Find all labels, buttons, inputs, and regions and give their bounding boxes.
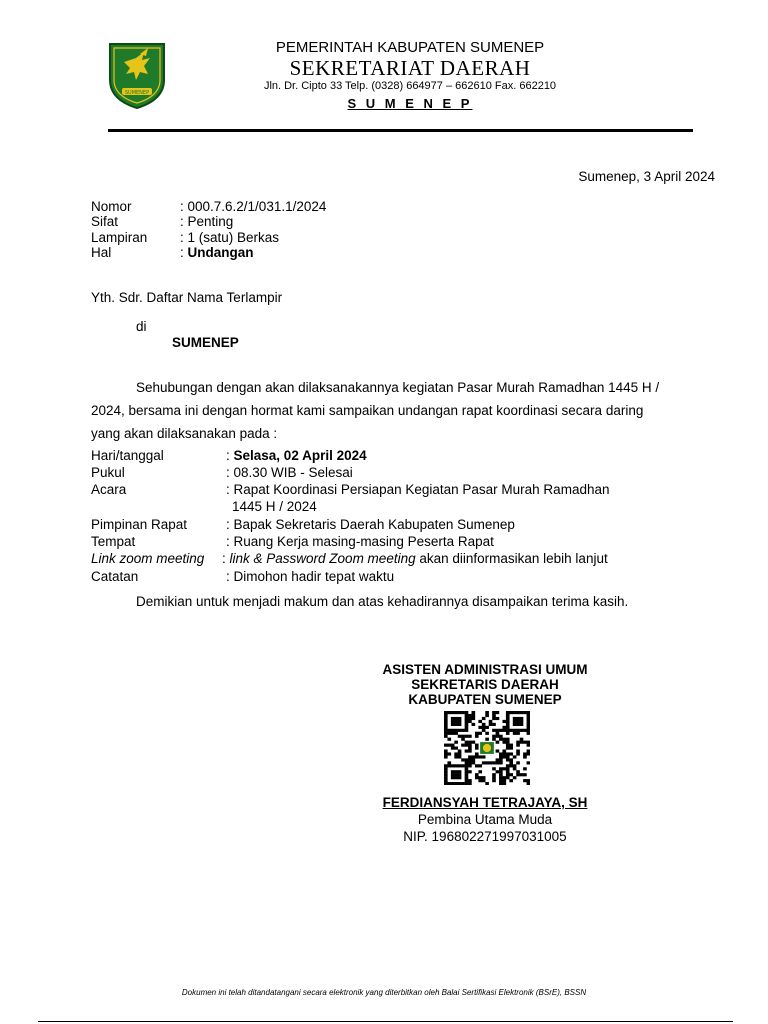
body-line-3: yang akan dilaksanakan pada :	[91, 426, 278, 441]
detail-value-catatan: : Dimohon hadir tepat waktu	[226, 569, 395, 584]
meta-value-hal	[180, 245, 254, 260]
detail-value-link	[222, 551, 608, 566]
detail-label-link: Link zoom meeting	[91, 551, 205, 566]
detail-value-tempat: : Ruang Kerja masing-masing Peserta Rapat	[226, 534, 494, 549]
meta-label-hal: Hal	[91, 245, 112, 260]
detail-link-colon: :	[222, 551, 230, 566]
meta-value-lampiran: : 1 (satu) Berkas	[180, 230, 280, 245]
footer-divider	[38, 1021, 733, 1022]
letterhead-divider	[108, 129, 693, 132]
meta-label-nomor: Nomor	[91, 199, 132, 214]
signatory-name: FERDIANSYAH TETRAJAYA, SH	[382, 795, 588, 810]
svg-text:SUMENEP: SUMENEP	[124, 90, 150, 96]
detail-label-pukul: Pukul	[91, 465, 125, 480]
signature-title-2: SEKRETARIS DAERAH	[411, 677, 559, 692]
meta-value-sifat: : Penting	[180, 214, 234, 229]
regency-logo	[104, 40, 170, 110]
detail-value-pukul: : 08.30 WIB - Selesai	[226, 465, 353, 480]
signature-qr-code	[444, 711, 530, 785]
detail-label-hari: Hari/tanggal	[91, 448, 164, 463]
closing-sentence: Demikian untuk menjadi makum dan atas kehadirannya disampaikan terima kasih.	[136, 594, 629, 609]
letter-date: Sumenep, 3 April 2024	[578, 169, 715, 184]
detail-colon: :	[226, 448, 234, 463]
signature-nip: NIP. 196802271997031005	[403, 829, 567, 844]
detail-value-pimpinan: : Bapak Sekretaris Daerah Kabupaten Sumenep	[226, 517, 515, 532]
meta-subject: Undangan	[187, 245, 254, 260]
detail-link-rest: akan diinformasikan lebih lanjut	[415, 551, 608, 566]
detail-label-catatan: Catatan	[91, 569, 139, 584]
detail-value-hari	[226, 448, 367, 463]
body-line-2: 2024, bersama ini dengan hormat kami sampaikan undangan rapat koordinasi secara daring	[91, 403, 644, 418]
recipient-di: di	[136, 319, 147, 334]
signature-title-1: ASISTEN ADMINISTRASI UMUM	[382, 662, 588, 677]
detail-label-acara: Acara	[91, 482, 127, 497]
detail-date: Selasa, 02 April 2024	[233, 448, 367, 463]
signature-title-3: KABUPATEN SUMENEP	[408, 692, 562, 707]
footer-note: Dokumen ini telah ditandatangani secara elektronik yang diterbitkan oleh Balai Sertifikasi Elektronik (BSrE), BSSN	[181, 988, 587, 997]
detail-label-pimpinan: Pimpinan Rapat	[91, 517, 188, 532]
letterhead-city: S U M E N E P	[347, 96, 473, 111]
recipient-place: SUMENEP	[172, 335, 239, 350]
meta-colon: :	[180, 245, 188, 260]
signature-name	[340, 795, 630, 810]
body-line-1: Sehubungan dengan akan dilaksanakannya kegiatan Pasar Murah Ramadhan 1445 H /	[136, 380, 660, 395]
detail-link-italic: link & Password Zoom meeting	[229, 551, 416, 566]
letterhead-address: Jln. Dr. Cipto 33 Telp. (0328) 664977 – 662610 Fax. 662210	[263, 80, 557, 92]
meta-value-nomor: : 000.7.6.2/1/031.1/2024	[180, 199, 327, 214]
detail-value-acara-1: : Rapat Koordinasi Persiapan Kegiatan Pasar Murah Ramadhan	[226, 482, 610, 497]
meta-label-lampiran: Lampiran	[91, 230, 148, 245]
recipient-line: Yth. Sdr. Daftar Nama Terlampir	[91, 290, 283, 305]
letterhead-government: PEMERINTAH KABUPATEN SUMENEP	[275, 39, 545, 56]
meta-label-sifat: Sifat	[91, 214, 119, 229]
detail-label-tempat: Tempat	[91, 534, 136, 549]
signature-rank: Pembina Utama Muda	[417, 812, 553, 827]
letterhead-office: SEKRETARIAT DAERAH	[289, 56, 531, 80]
detail-value-acara-2: 1445 H / 2024	[232, 499, 317, 514]
